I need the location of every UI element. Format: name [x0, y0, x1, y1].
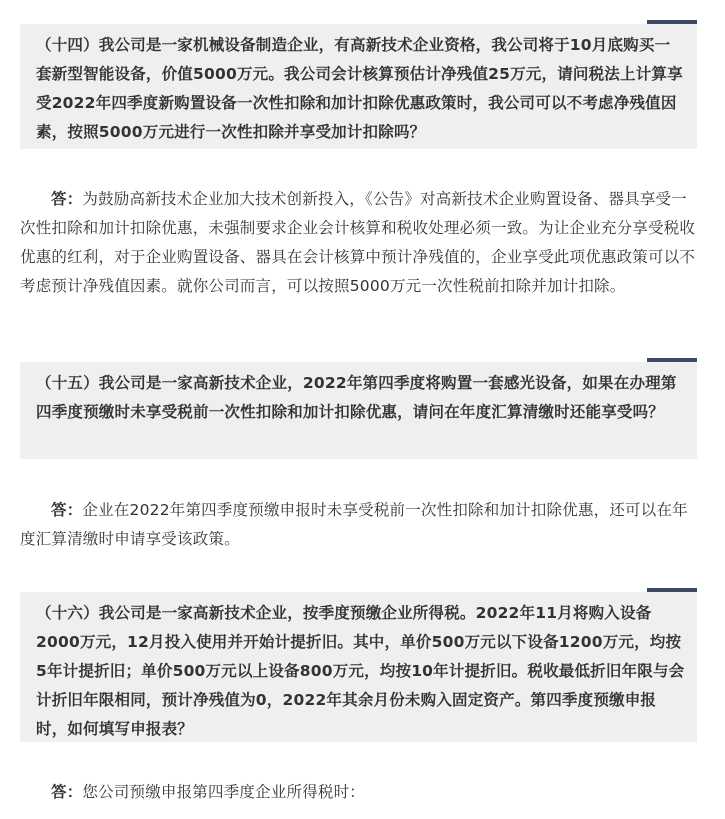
question-box-15	[20, 362, 697, 459]
answer-label: 答：	[51, 501, 83, 519]
answer-text-15: 企业在2022年第四季度预缴申报时未享受税前一次性扣除和加计扣除优惠，还可以在年度汇算清缴时申请享受该政策。	[20, 501, 688, 548]
question-text-16: （十六）我公司是一家高新技术企业，按季度预缴企业所得税。2022年11月将购入设备2000万元，12月投入使用并开始计提折旧。其中，单价500万元以下设备1200万元，均按5年计提折旧；单价500万元以上设备800万元，均按10年计提折旧。税收最低折旧年限与会计折旧年限相同，预计净残值为0，2022年其余月份未购入固定资产。第四季度预缴申报时，如何填写申报表？	[36, 604, 685, 738]
question-box-14	[20, 24, 697, 149]
answer-paragraph-16	[20, 778, 700, 807]
question-text-14: （十四）我公司是一家机械设备制造企业，有高新技术企业资格，我公司将于10月底购买一套新型智能设备，价值5000万元。我公司会计核算预估计净残值25万元，请问税法上计算享受2022年四季度新购置设备一次性扣除和加计扣除优惠政策时，我公司可以不考虑净残值因素，按照5000万元进行一次性扣除并享受加计扣除吗？	[36, 36, 683, 141]
answer-label: 答：	[51, 783, 83, 801]
answer-paragraph-14	[20, 185, 700, 301]
answer-text-16: 您公司预缴申报第四季度企业所得税时：	[82, 783, 366, 801]
accent-bar	[647, 358, 697, 362]
accent-bar	[647, 588, 697, 592]
answer-paragraph-15	[20, 496, 700, 554]
question-box-16	[20, 592, 697, 742]
question-text-15: （十五）我公司是一家高新技术企业，2022年第四季度将购置一套感光设备，如果在办理第四季度预缴时未享受税前一次性扣除和加计扣除优惠，请问在年度汇算清缴时还能享受吗？	[36, 374, 677, 421]
accent-bar	[647, 20, 697, 24]
answer-text-14: 为鼓励高新技术企业加大技术创新投入，《公告》对高新技术企业购置设备、器具享受一次性扣除和加计扣除优惠，未强制要求企业会计核算和税收处理必须一致。为让企业充分享受税收优惠的红利，对于企业购置设备、器具在会计核算中预计净残值的，企业享受此项优惠政策可以不考虑预计净残值因素。就你公司而言，可以按照5000万元一次性税前扣除并加计扣除。	[20, 190, 696, 295]
answer-label: 答：	[51, 190, 83, 208]
